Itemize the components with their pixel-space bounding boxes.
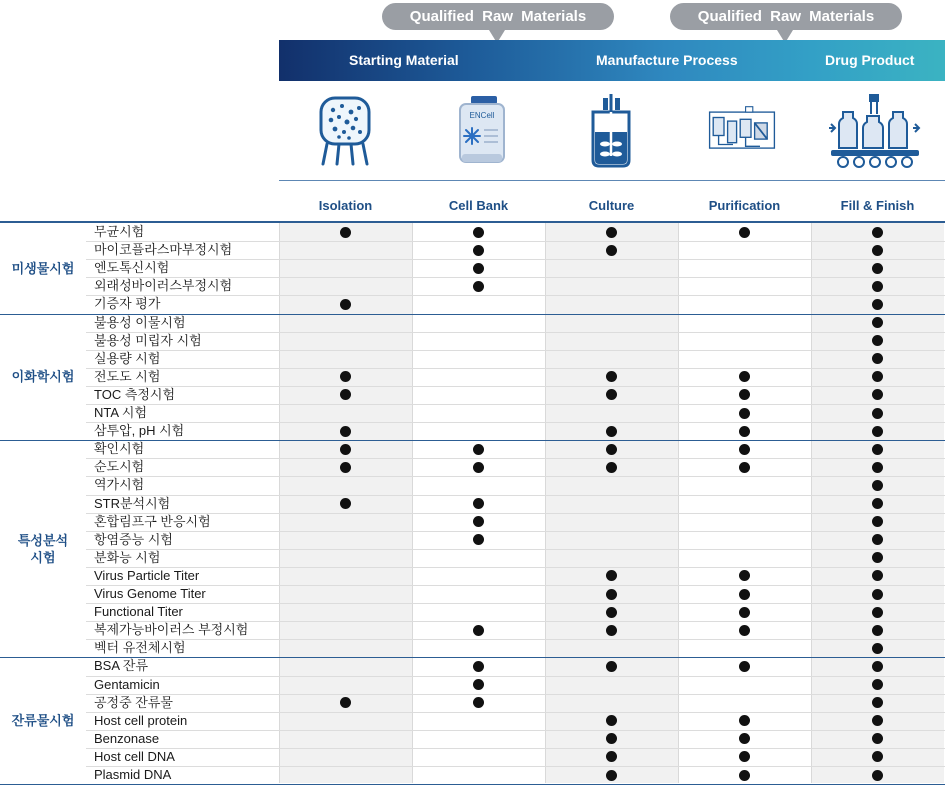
test-row <box>86 422 945 440</box>
test-row <box>86 350 945 368</box>
applicable-dot <box>473 534 484 545</box>
test-name: 불용성 이물시험 <box>94 314 186 330</box>
test-name: 기증자 평가 <box>94 296 161 312</box>
applicable-dot <box>606 733 617 744</box>
applicable-dot <box>872 733 883 744</box>
applicable-dot <box>739 389 750 400</box>
applicable-dot <box>340 371 351 382</box>
applicable-dot <box>872 534 883 545</box>
applicable-dot <box>340 444 351 455</box>
test-name: TOC 측정시험 <box>94 386 176 402</box>
test-name: 무균시험 <box>94 224 145 239</box>
applicable-dot <box>606 715 617 726</box>
applicable-dot <box>872 589 883 600</box>
applicable-dot <box>473 263 484 274</box>
test-name: 실용량 시험 <box>94 350 161 366</box>
applicable-dot <box>473 625 484 636</box>
test-row <box>86 495 945 513</box>
test-name: Benzonase <box>94 730 160 746</box>
vial-label: ENCell <box>469 111 495 120</box>
test-row <box>86 476 945 494</box>
applicable-dot <box>606 245 617 256</box>
test-row <box>86 676 945 694</box>
test-row <box>86 657 945 675</box>
test-name: Gentamicin <box>94 676 160 692</box>
applicable-dot <box>606 371 617 382</box>
applicable-dot <box>739 426 750 437</box>
applicable-dot <box>340 389 351 400</box>
applicable-dot <box>872 299 883 310</box>
test-row <box>86 766 945 784</box>
test-name: Host cell protein <box>94 712 188 728</box>
cell-bank-freezer-icon <box>442 92 514 170</box>
test-row <box>86 332 945 350</box>
column-header: Purification <box>708 198 781 213</box>
test-name: Functional Titer <box>94 604 183 620</box>
applicable-dot <box>872 480 883 491</box>
applicable-dot <box>340 697 351 708</box>
applicable-dot <box>872 552 883 563</box>
applicable-dot <box>606 625 617 636</box>
applicable-dot <box>739 589 750 600</box>
applicable-dot <box>340 498 351 509</box>
applicable-dot <box>872 335 883 346</box>
applicable-dot <box>606 444 617 455</box>
test-name: 마이코플라스마부정시험 <box>94 242 233 258</box>
test-row <box>86 277 945 295</box>
test-row <box>86 513 945 531</box>
applicable-dot <box>739 462 750 473</box>
column-header: Cell Bank <box>448 198 509 213</box>
stage-starting-material: Starting Material <box>349 52 459 68</box>
applicable-dot <box>872 263 883 274</box>
test-row <box>86 603 945 621</box>
applicable-dot <box>872 426 883 437</box>
test-row <box>86 404 945 422</box>
column-header: Fill & Finish <box>840 198 915 213</box>
test-name: 외래성바이러스부정시험 <box>94 278 233 294</box>
test-row <box>86 567 945 585</box>
applicable-dot <box>473 679 484 690</box>
applicable-dot <box>872 389 883 400</box>
test-row <box>86 694 945 712</box>
test-name: 공정중 잔류물 <box>94 694 173 710</box>
test-name: Plasmid DNA <box>94 767 172 782</box>
test-name: Virus Particle Titer <box>94 567 200 583</box>
applicable-dot <box>872 697 883 708</box>
applicable-dot <box>872 643 883 654</box>
applicable-dot <box>739 770 750 781</box>
applicable-dot <box>473 697 484 708</box>
applicable-dot <box>872 570 883 581</box>
test-category-label: 잔류물시험 <box>11 713 75 729</box>
applicable-dot <box>340 227 351 238</box>
applicable-dot <box>872 462 883 473</box>
applicable-dot <box>739 625 750 636</box>
applicable-dot <box>872 444 883 455</box>
applicable-dot <box>872 353 883 364</box>
applicable-dot <box>872 516 883 527</box>
test-category-label: 특성분석 시험 <box>17 532 69 565</box>
applicable-dot <box>872 317 883 328</box>
applicable-dot <box>340 426 351 437</box>
applicable-dot <box>473 661 484 672</box>
applicable-dot <box>872 498 883 509</box>
column-header: Culture <box>588 198 635 213</box>
applicable-dot <box>739 733 750 744</box>
test-category-label: 이화학시험 <box>11 369 75 385</box>
applicable-dot <box>473 462 484 473</box>
applicable-dot <box>872 245 883 256</box>
applicable-dot <box>340 299 351 310</box>
culture-vessel-icon <box>575 92 647 170</box>
stage-banner <box>279 40 945 81</box>
applicable-dot <box>473 227 484 238</box>
applicable-dot <box>739 570 750 581</box>
category-divider <box>0 784 945 785</box>
applicable-dot <box>606 607 617 618</box>
applicable-dot <box>473 516 484 527</box>
applicable-dot <box>606 589 617 600</box>
test-row <box>86 386 945 404</box>
qualified-raw-materials-callout: Qualified Raw Materials <box>670 3 902 30</box>
applicable-dot <box>872 661 883 672</box>
applicable-dot <box>739 715 750 726</box>
applicable-dot <box>473 281 484 292</box>
applicable-dot <box>872 715 883 726</box>
test-category-label: 미생물시험 <box>11 260 75 276</box>
test-name: 불용성 미립자 시험 <box>94 332 202 348</box>
test-row <box>86 458 945 476</box>
test-row <box>86 712 945 730</box>
test-name: BSA 잔류 <box>94 658 149 674</box>
test-name: Host cell DNA <box>94 748 175 764</box>
test-name: 순도시험 <box>94 459 145 475</box>
bioreactor-tank-icon <box>309 92 381 170</box>
test-name: STR분석시험 <box>94 495 171 511</box>
test-name: 항염증능 시험 <box>94 531 173 547</box>
stage-manufacture-process: Manufacture Process <box>596 52 738 68</box>
applicable-dot <box>340 462 351 473</box>
applicable-dot <box>739 408 750 419</box>
test-row <box>86 259 945 277</box>
test-name: 벡터 유전체시험 <box>94 640 186 656</box>
applicable-dot <box>606 770 617 781</box>
applicable-dot <box>739 371 750 382</box>
test-row <box>86 549 945 567</box>
test-row <box>86 440 945 458</box>
test-row <box>86 748 945 766</box>
fill-finish-line-icon <box>829 92 921 170</box>
header-rule <box>279 180 945 181</box>
applicable-dot <box>872 371 883 382</box>
applicable-dot <box>606 389 617 400</box>
test-row <box>86 585 945 603</box>
applicable-dot <box>473 444 484 455</box>
test-row <box>86 223 945 241</box>
test-name: 복제가능바이러스 부정시험 <box>94 622 249 638</box>
applicable-dot <box>872 227 883 238</box>
test-row <box>86 730 945 748</box>
applicable-dot <box>739 607 750 618</box>
test-row <box>86 295 945 313</box>
stage-drug-product: Drug Product <box>825 52 915 68</box>
test-row <box>86 639 945 657</box>
applicable-dot <box>473 245 484 256</box>
test-name: 분화능 시험 <box>94 549 161 565</box>
column-header: Isolation <box>318 198 373 213</box>
test-name: NTA 시험 <box>94 405 148 420</box>
applicable-dot <box>739 227 750 238</box>
applicable-dot <box>739 661 750 672</box>
test-name: 전도도 시험 <box>94 368 161 384</box>
applicable-dot <box>872 281 883 292</box>
applicable-dot <box>606 661 617 672</box>
purification-system-icon <box>706 92 778 170</box>
applicable-dot <box>606 426 617 437</box>
applicable-dot <box>872 625 883 636</box>
applicable-dot <box>872 679 883 690</box>
applicable-dot <box>872 408 883 419</box>
qualified-raw-materials-callout: Qualified Raw Materials <box>382 3 614 30</box>
test-name: 삼투압, pH 시험 <box>94 423 185 439</box>
applicable-dot <box>473 498 484 509</box>
test-row <box>86 531 945 549</box>
applicable-dot <box>606 570 617 581</box>
applicable-dot <box>872 751 883 762</box>
applicable-dot <box>739 444 750 455</box>
test-row <box>86 621 945 639</box>
test-name: 혼합림프구 반응시험 <box>94 513 211 529</box>
applicable-dot <box>606 227 617 238</box>
test-name: Virus Genome Titer <box>94 586 206 601</box>
test-row <box>86 314 945 332</box>
applicable-dot <box>606 462 617 473</box>
test-name: 역가시험 <box>94 477 145 493</box>
test-row <box>86 241 945 259</box>
test-name: 확인시험 <box>94 441 145 457</box>
applicable-dot <box>606 751 617 762</box>
applicable-dot <box>872 770 883 781</box>
test-name: 엔도톡신시험 <box>94 260 170 276</box>
applicable-dot <box>872 607 883 618</box>
applicable-dot <box>739 751 750 762</box>
test-row <box>86 368 945 386</box>
